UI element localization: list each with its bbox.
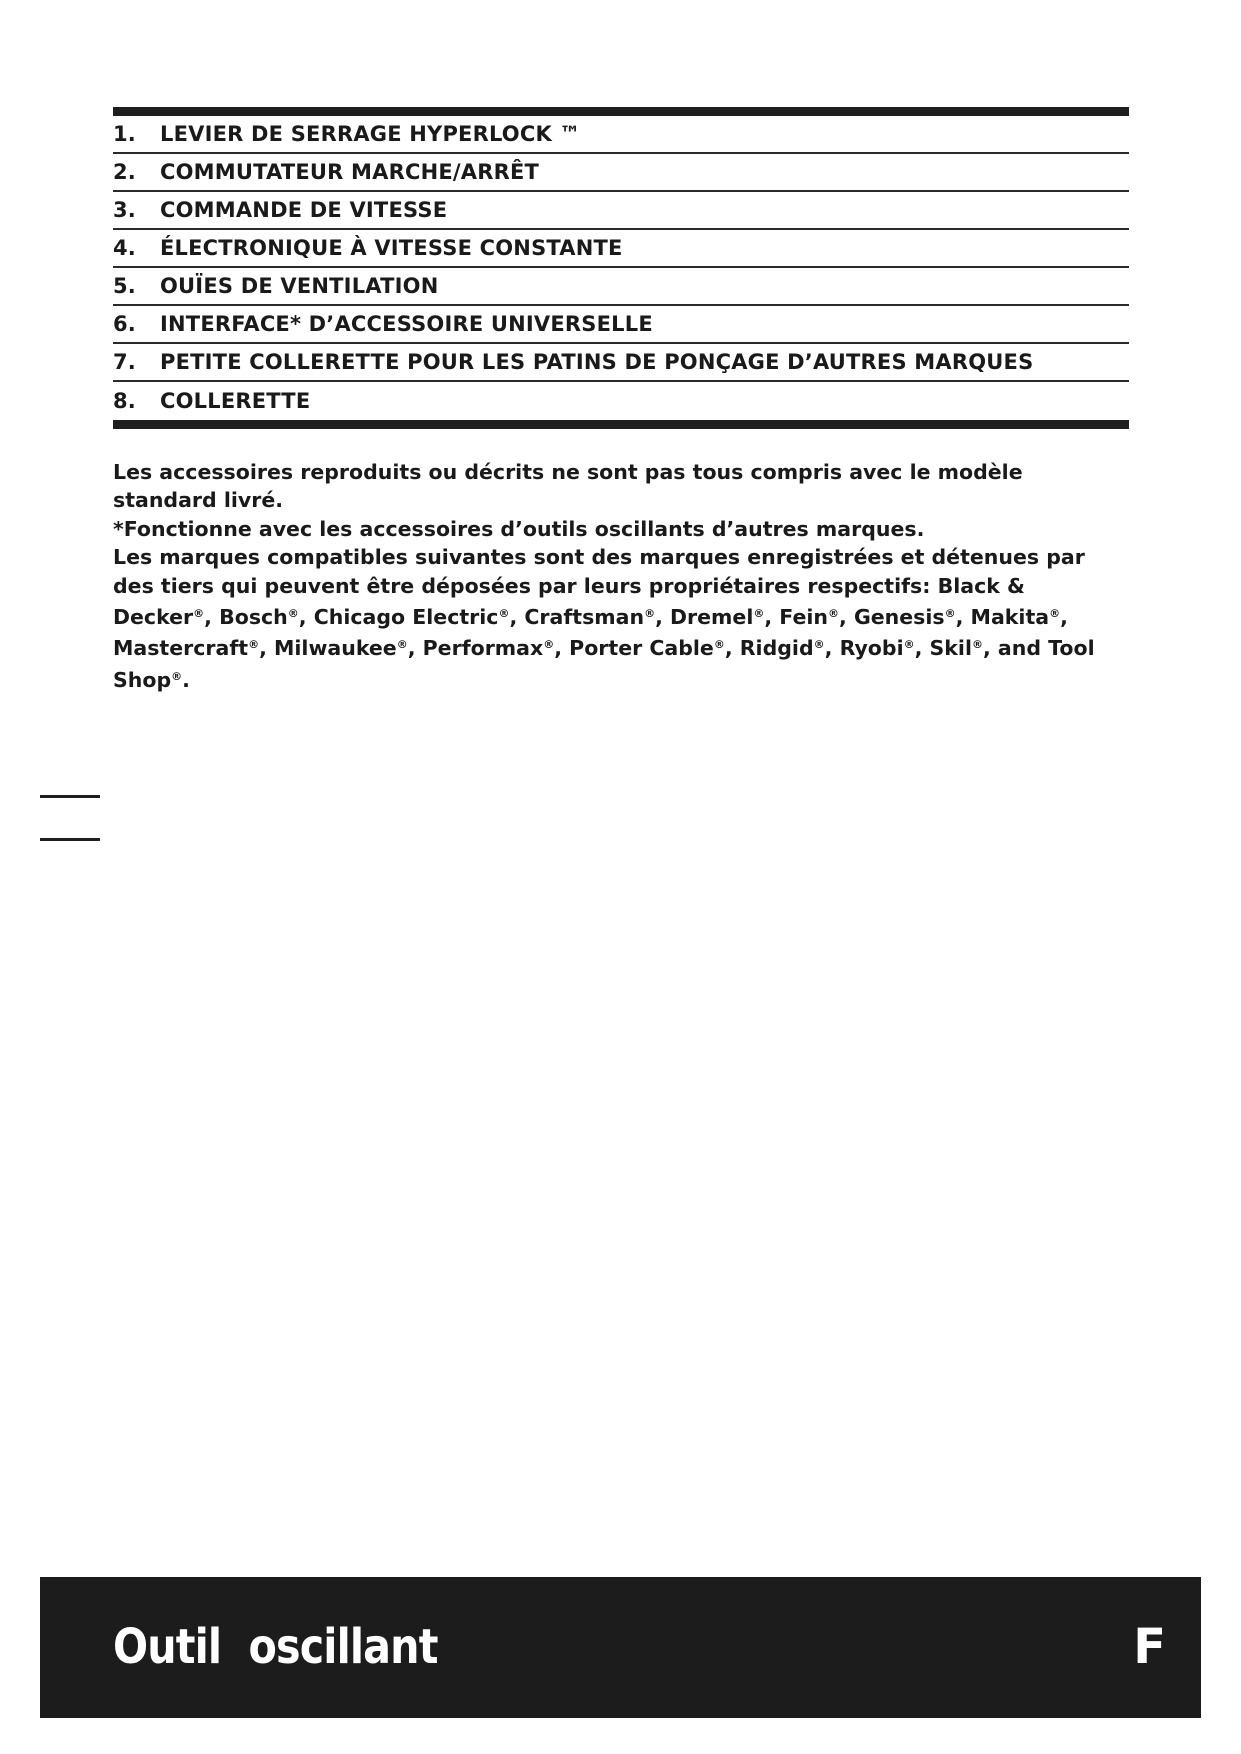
part-number: 8.: [113, 389, 136, 413]
brand-name: Mastercraft®: [113, 636, 260, 661]
part-row: [113, 192, 1129, 230]
registered-mark: ®: [828, 607, 839, 621]
brand-name: Fein®: [779, 605, 839, 630]
brand-name: Chicago Electric®: [313, 605, 510, 630]
part-row: [113, 230, 1129, 268]
margin-mark: [40, 838, 100, 841]
part-label: COMMANDE DE VITESSE: [160, 198, 448, 222]
brand-name: Genesis®: [853, 605, 956, 630]
registered-mark: ®: [1049, 607, 1061, 621]
part-label: PETITE COLLERETTE POUR LES PATINS DE PONÇAGE D’AUTRES MARQUES: [160, 350, 1034, 374]
part-row: [113, 268, 1129, 306]
brand-name: Black & Decker®: [113, 573, 1025, 630]
part-number: 4.: [113, 236, 136, 260]
footer-band: [40, 1577, 1201, 1718]
part-label: COMMUTATEUR MARCHE/ARRÊT: [160, 160, 540, 184]
part-row: [113, 382, 1129, 420]
registered-mark: ®: [644, 607, 656, 621]
registered-mark: ®: [171, 669, 183, 683]
part-label: INTERFACE* D’ACCESSOIRE UNIVERSELLE: [160, 312, 653, 336]
registered-mark: ®: [248, 638, 260, 652]
brand-name: Dremel®: [670, 605, 765, 630]
accessories-note: Les accessoires reproduits ou décrits ne sont pas tous compris avec le modèle standard livré.: [113, 460, 1023, 513]
brand-name: Makita®: [970, 605, 1061, 630]
part-label: COLLERETTE: [160, 389, 311, 413]
brand-name: Tool Shop®: [113, 636, 1095, 692]
registered-mark: ®: [753, 607, 765, 621]
part-row: [113, 306, 1129, 344]
registered-mark: ®: [193, 607, 205, 621]
compatibility-note: *Fonctionne avec les accessoires d’outils oscillants d’autres marques.: [113, 516, 925, 541]
registered-mark: ®: [498, 607, 510, 621]
language-code: F: [1133, 1619, 1166, 1675]
brand-name: Bosch®: [219, 605, 299, 630]
part-label: LEVIER DE SERRAGE HYPERLOCK ™: [160, 122, 581, 146]
brand-name: Craftsman®: [524, 605, 656, 630]
registered-mark: ®: [944, 607, 956, 621]
footer-title: Outil oscillant: [113, 1619, 438, 1675]
part-row: [113, 116, 1129, 154]
brand-name: Ridgid®: [739, 636, 825, 661]
registered-mark: ®: [396, 638, 408, 652]
registered-mark: ®: [971, 638, 983, 652]
part-number: 7.: [113, 350, 136, 374]
registered-mark: ®: [713, 638, 725, 652]
part-number: 5.: [113, 274, 136, 298]
trademark-note: [113, 543, 1129, 694]
part-row: [113, 154, 1129, 192]
parts-list: [113, 107, 1129, 429]
registered-mark: ®: [903, 638, 915, 652]
part-label: OUÏES DE VENTILATION: [160, 274, 439, 298]
margin-mark: [40, 795, 100, 798]
registered-mark: ®: [287, 607, 299, 621]
brand-name: Performax®: [422, 636, 555, 661]
part-label: ÉLECTRONIQUE À VITESSE CONSTANTE: [160, 236, 623, 260]
brand-name: Skil®: [929, 636, 983, 661]
brand-name: Porter Cable®: [569, 636, 725, 661]
part-number: 2.: [113, 160, 136, 184]
notes: [113, 458, 1129, 694]
trademark-intro: Les marques compatibles suivantes sont des marques enregistrées et détenues par des tiers qui peuvent être déposées par leurs propriétaires respectifs:: [113, 545, 1085, 598]
brand-name: Ryobi®: [839, 636, 915, 661]
brand-list: Black & Decker®, Bosch®, Chicago Electric®, Craftsman®, Dremel®, Fein®, Genesis®, Makita®, Mastercraft®, Milwaukee®, Performax®, Porter Cable®, Ridgid®, Ryobi®, Skil®, and Tool Shop®.: [113, 573, 1095, 692]
part-row: [113, 344, 1129, 382]
registered-mark: ®: [813, 638, 825, 652]
part-number: 6.: [113, 312, 136, 336]
registered-mark: ®: [543, 638, 555, 652]
part-number: 1.: [113, 122, 136, 146]
brand-name: Milwaukee®: [274, 636, 408, 661]
part-number: 3.: [113, 198, 136, 222]
